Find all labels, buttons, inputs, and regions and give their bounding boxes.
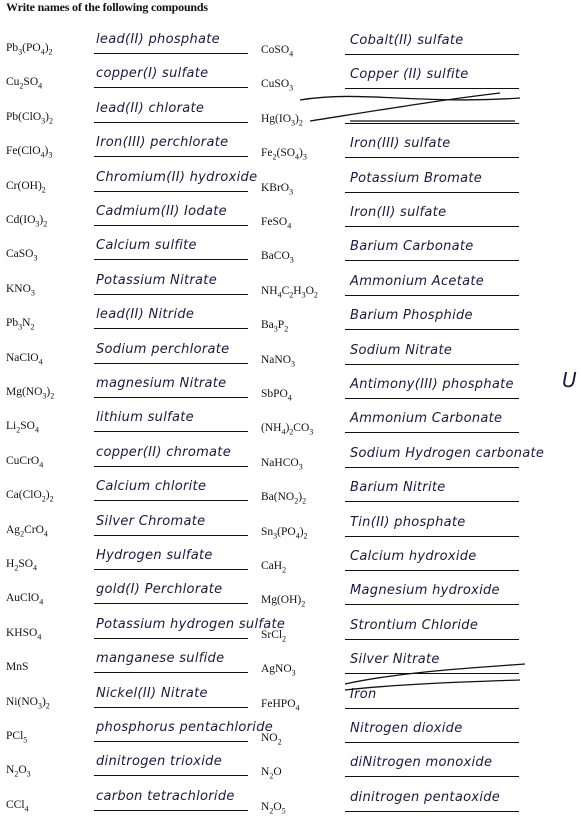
answer-line-right <box>345 673 519 674</box>
compound-row <box>0 752 581 786</box>
answer-line-right <box>345 260 519 261</box>
compound-row <box>0 684 581 718</box>
answer-line-left <box>94 741 248 742</box>
answer-right: Barium Nitrite <box>350 480 446 496</box>
formula-left: CCl$_4$ <box>6 798 29 814</box>
answer-left: copper(I) sulfate <box>96 66 209 82</box>
answer-line-left <box>94 638 248 639</box>
formula-right: $Fe_2(SO_4)_3$ <box>261 147 307 162</box>
answer-line-right <box>345 295 519 296</box>
formula-left: $Ca(ClO_2)_2$ <box>6 489 54 504</box>
answer-left: manganese sulfide <box>96 651 225 667</box>
compound-row <box>0 236 581 270</box>
answer-right: Iron <box>350 686 377 702</box>
compound-row <box>0 202 581 236</box>
answer-left: Potassium hydrogen sulfate <box>96 616 286 632</box>
compound-row <box>0 580 581 614</box>
answer-left: lead(II) Nitride <box>96 307 195 323</box>
formula-left: $Ni(NO_3)_2$ <box>6 695 50 710</box>
formula-right: FeHPO$_4$ <box>261 697 300 712</box>
formula-right: CoSO$_4$ <box>261 44 294 59</box>
formula-right: FeSO$_4$ <box>261 216 292 231</box>
formula-left: $Pb(ClO_3)_2$ <box>6 110 53 126</box>
answer-line-left <box>94 363 248 364</box>
answer-line-right <box>345 123 519 124</box>
answer-line-right <box>345 536 519 537</box>
compound-row <box>0 374 581 408</box>
formula-right: SbPO$_4$ <box>261 388 292 403</box>
answer-line-right <box>345 639 519 640</box>
answer-line-right <box>345 604 519 605</box>
answer-line-left <box>94 225 248 226</box>
answer-right: Sodium Nitrate <box>350 342 453 358</box>
compound-row <box>0 408 581 442</box>
formula-left: $KHSO_4$ <box>6 626 42 642</box>
answer-left: Iron(III) perchlorate <box>96 135 229 151</box>
answer-line-left <box>94 672 248 673</box>
answer-line-right <box>345 329 519 330</box>
answer-line-left <box>94 53 248 54</box>
answer-right: Copper (II) sulfite <box>350 67 469 83</box>
answer-right: Iron(III) sulfate <box>350 136 451 152</box>
answer-line-right <box>345 467 519 468</box>
compound-row <box>0 718 581 752</box>
answer-line-right <box>345 364 519 365</box>
answer-left: Nickel(II) Nitrate <box>96 685 208 701</box>
answer-right: Silver Nitrate <box>350 652 440 668</box>
formula-left: PCl$_5$ <box>6 730 28 745</box>
answer-line-right <box>345 570 519 571</box>
answer-left: phosphorus pentachloride <box>96 720 274 735</box>
formula-right: $Ba(NO_2)_2$ <box>261 491 307 506</box>
answer-line-right <box>345 157 519 158</box>
answer-line-right <box>345 88 519 89</box>
compound-row <box>0 546 581 580</box>
answer-line-right <box>345 501 519 502</box>
compound-row <box>0 787 581 821</box>
answer-line-right <box>345 432 519 433</box>
answer-line-left <box>94 122 248 123</box>
answer-line-left <box>94 603 248 604</box>
formula-right: NaNO$_3$ <box>261 353 296 368</box>
answer-left: carbon tetrachloride <box>96 788 235 804</box>
answer-right: diNitrogen monoxide <box>350 755 493 771</box>
answer-left: lead(II) phosphate <box>96 32 220 47</box>
answer-right: Strontium Chloride <box>350 617 479 633</box>
formula-right: $Hg(IO_3)_2$ <box>261 112 303 128</box>
compound-row <box>0 271 581 305</box>
answer-left: Calcium chlorite <box>96 479 207 495</box>
formula-left: MnS <box>6 661 29 674</box>
formula-right: AgNO$_3$ <box>261 663 296 678</box>
formula-left: $Cr(OH)_2$ <box>6 179 46 194</box>
formula-left: $H_2SO_4$ <box>6 558 38 573</box>
formula-right: CuSO$_3$ <box>261 78 294 93</box>
answer-line-right <box>345 811 519 812</box>
formula-left: $Pb_3(PO_4)_2$ <box>6 42 53 57</box>
answer-line-left <box>94 466 248 467</box>
answer-right: Antimony(III) phosphate <box>350 377 514 392</box>
answer-line-left <box>94 328 248 329</box>
compound-row <box>0 133 581 167</box>
answer-right: Iron(II) sulfate <box>350 205 447 220</box>
answer-left: lead(II) chlorate <box>96 100 205 116</box>
compound-row <box>0 99 581 133</box>
worksheet-title: Write names of the following compounds <box>6 0 208 14</box>
answer-line-left <box>94 294 248 295</box>
compound-row <box>0 64 581 98</box>
formula-left: $Ag_2CrO_4$ <box>6 523 48 538</box>
formula-left: $Cd(IO_3)_2$ <box>6 214 48 229</box>
answer-right: Calcium hydroxide <box>350 549 477 564</box>
formula-left: $Fe(ClO_4)_3$ <box>6 145 53 160</box>
formula-right: $NH_4C_2H_3O_2$ <box>261 284 318 300</box>
answer-line-left <box>94 810 248 811</box>
answer-line-left <box>94 431 248 432</box>
answer-line-left <box>94 500 248 501</box>
answer-left: Potassium Nitrate <box>96 272 217 288</box>
answer-line-right <box>345 742 519 743</box>
compound-row <box>0 649 581 683</box>
answer-left: copper(II) chromate <box>96 444 232 460</box>
formula-right: $Mg(OH)_2$ <box>261 594 306 609</box>
answer-left: lithium sulfate <box>96 410 194 426</box>
answer-right: Sodium Hydrogen carbonate <box>350 445 545 461</box>
answer-right: Cobalt(II) sulfate <box>350 33 464 48</box>
answer-right: Potassium Bromate <box>350 170 483 186</box>
formula-left: CuCrO$_4$ <box>6 454 44 470</box>
answer-left: gold(I) Perchlorate <box>96 582 223 598</box>
margin-mark: U <box>562 368 577 392</box>
answer-right: Barium Phosphide <box>350 308 473 324</box>
compound-row <box>0 477 581 511</box>
formula-right: KBrO$_3$ <box>261 181 294 196</box>
formula-right: NaHCO$_3$ <box>261 456 303 472</box>
compound-row <box>0 443 581 477</box>
answer-line-left <box>94 535 248 536</box>
answer-line-left <box>94 775 248 776</box>
answer-line-left <box>94 397 248 398</box>
formula-left: NaClO$_4$ <box>6 351 43 366</box>
answer-left: Sodium perchlorate <box>96 341 230 357</box>
formula-left: $Pb_3N_2$ <box>6 317 35 332</box>
answer-line-right <box>345 226 519 227</box>
answer-left: magnesium Nitrate <box>96 376 227 391</box>
formula-left: $N_2O_3$ <box>6 764 31 779</box>
formula-left: CaSO$_3$ <box>6 248 38 263</box>
answer-line-left <box>94 259 248 260</box>
answer-line-left <box>94 156 248 157</box>
formula-right: $(NH_4)_2CO_3$ <box>261 422 314 437</box>
answer-right: dinitrogen pentaoxide <box>350 789 501 805</box>
formula-right: $NO_2$ <box>261 732 282 747</box>
answer-left: Chromium(II) hydroxide <box>96 169 258 185</box>
answer-line-left <box>94 569 248 570</box>
formula-left: $KNO_3$ <box>6 282 35 298</box>
formula-left: $Li_2SO_4$ <box>6 420 39 435</box>
formula-right: SrCl$_2$ <box>261 628 287 644</box>
answer-line-right <box>345 54 519 55</box>
compound-row <box>0 512 581 546</box>
answer-left: Cadmium(II) Iodate <box>96 204 227 219</box>
formula-left: $Cu_2SO_4$ <box>6 76 43 91</box>
answer-line-left <box>94 191 248 192</box>
compound-row <box>0 30 581 64</box>
formula-left: AuClO$_4$ <box>6 592 44 607</box>
answer-right: Ammonium Carbonate <box>350 411 503 427</box>
formula-right: $Sn_3(PO_4)_2$ <box>261 525 308 540</box>
answer-left: Silver Chromate <box>96 513 206 529</box>
formula-left: $Mg(NO_3)_2$ <box>6 386 55 401</box>
answer-right: Ammonium Acetate <box>350 273 485 289</box>
formula-right: CaH$_2$ <box>261 560 287 575</box>
formula-right: BaCO$_3$ <box>261 250 294 265</box>
answer-left: dinitrogen trioxide <box>96 754 222 770</box>
compound-row <box>0 305 581 339</box>
formula-right: $N_2O$ <box>261 766 282 781</box>
answer-line-right <box>345 708 519 709</box>
formula-right: $Ba_3P_2$ <box>261 319 289 334</box>
answer-line-left <box>94 87 248 88</box>
answer-line-left <box>94 707 248 708</box>
formula-right: $N_2O_5$ <box>261 800 286 816</box>
answer-right: Barium Carbonate <box>350 239 474 255</box>
answer-right: Magnesium hydroxide <box>350 583 500 599</box>
answer-line-right <box>345 192 519 193</box>
answer-right: Nitrogen dioxide <box>350 721 463 736</box>
compound-row <box>0 615 581 649</box>
answer-line-right <box>345 398 519 399</box>
answer-line-right <box>345 776 519 777</box>
answer-right: Tin(II) phosphate <box>350 514 466 530</box>
answer-left: Calcium sulfite <box>96 238 197 254</box>
compound-row <box>0 340 581 374</box>
answer-left: Hydrogen sulfate <box>96 548 213 563</box>
compound-row <box>0 168 581 202</box>
